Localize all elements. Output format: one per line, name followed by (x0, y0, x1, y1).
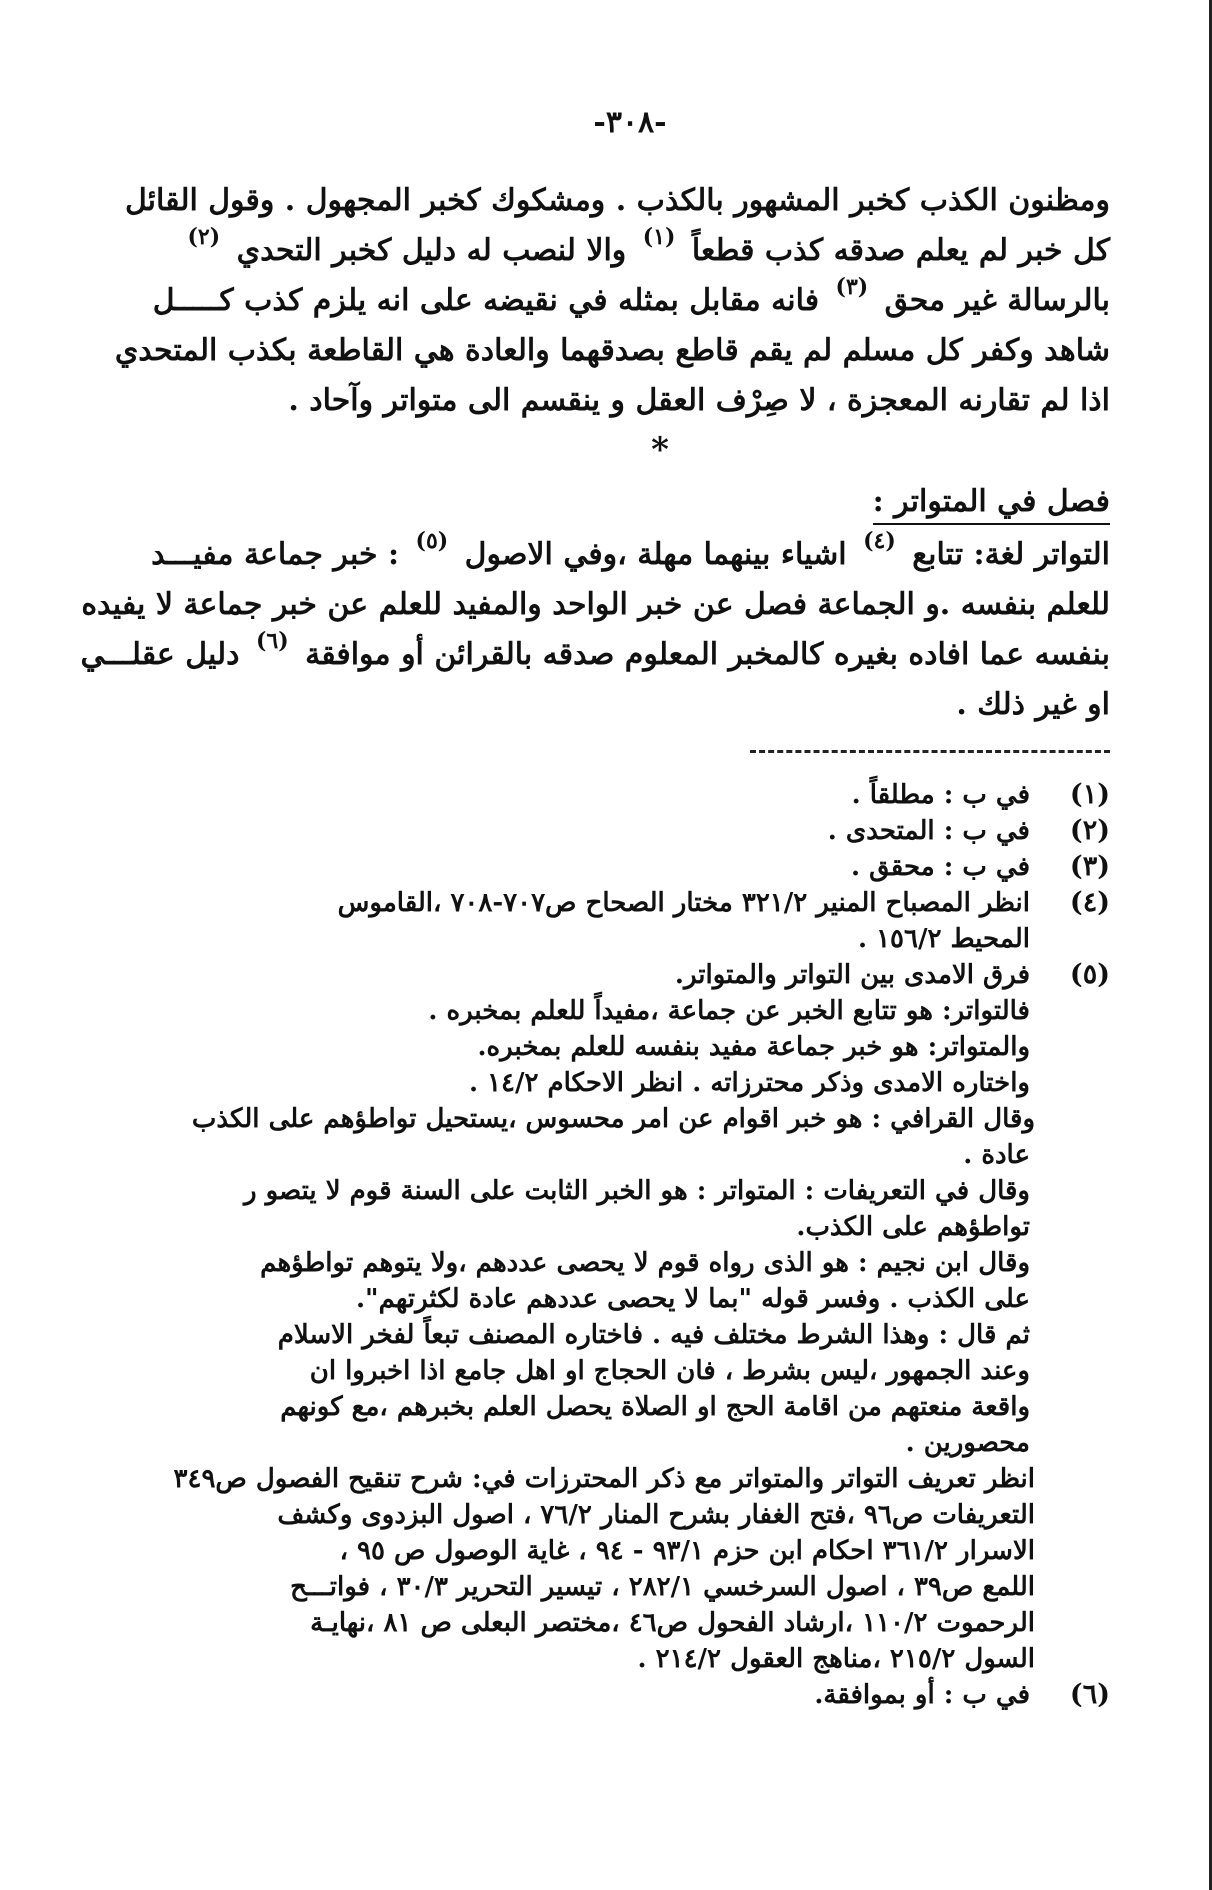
text-segment: فانه مقابل بمثله في نقيضه على انه يلزم كذب كـــــل (152, 283, 820, 318)
paragraph-2 (80, 528, 1110, 730)
footnote-line: السول ٢١٥/٢ ،مناهج العقول ٢١٤/٢ . (637, 1644, 1035, 1674)
text-segment: دليل عقلـــي (80, 637, 240, 672)
page-number: -٣٠٨- (593, 105, 667, 140)
footnote-body (150, 777, 1030, 813)
text-line: اذا لم تقارنه المعجزة ، لا صِرْف العقل و ينقسم الى متواتر وآحاد . (288, 383, 1110, 418)
separator-star: * (651, 430, 669, 470)
text-segment: بالرسالة غير محق (884, 283, 1110, 318)
footnote-number: (٦) (1069, 1679, 1110, 1710)
footnote-number: (٥) (1069, 959, 1110, 990)
footnote-body (150, 849, 1030, 885)
footnote-ref: (٤) (863, 528, 896, 554)
footnote-ref: (١) (642, 224, 676, 250)
footnote-line: اللمع ص٣٩ ، اصول السرخسي ٢٨٢/١ ، تيسير التحرير ٣٠/٣ ، فواتـــح (290, 1572, 1035, 1602)
text-segment: اشياء بينهما مهلة ،وفي الاصول (464, 537, 847, 572)
footnote-line: الاسرار ٣٦١/٢ احكام ابن حزم ٩٣/١ - ٩٤ ، غاية الوصول ص ٩٥ ، (339, 1536, 1035, 1566)
text-line (150, 530, 1110, 580)
text-segment: كل خبر لم يعلم صدقه كذب قطعاً (691, 233, 1110, 268)
book-page (80, 105, 1110, 1713)
footnote-line: وقال القرافي : هو خبر اقوام عن امر محسوس ،يستحيل تواطؤهم على الكذب (191, 1104, 1035, 1134)
footnote-line: انظر المصباح المنير ٣٢١/٢ مختار الصحاح ص٧٠٧-٧٠٨ ،القاموس (337, 888, 1030, 918)
footnote-line: فالتواتر: هو تتابع الخبر عن جماعة ،مفيداً للعلم بمخبره . (428, 996, 1030, 1026)
text-line (150, 226, 1110, 276)
footnote (150, 849, 1110, 885)
text-line: ومظنون الكذب كخبر المشهور بالكذب . ومشكوك كخبر المجهول . وقول القائل (124, 183, 1110, 218)
footnote-line: واقعة منعتهم من اقامة الحج او الصلاة يحصل العلم بخبرهم ،مع كونهم (280, 1392, 1030, 1422)
footnote-line: في ب : المتحدى . (827, 816, 1030, 846)
text-segment: : خبر جماعة مفيـــد (151, 537, 400, 572)
footnote (150, 777, 1110, 813)
footnote-line: الرحموت ١١٠/٢ ،ارشاد الفحول ص٤٦ ،مختصر البعلى ص ٨١ ،نهايـة (310, 1608, 1035, 1638)
footnote (150, 957, 1110, 1677)
footnote-line: فرق الامدى بين التواتر والمتواتر. (674, 960, 1030, 990)
footnote (150, 813, 1110, 849)
footnote-divider (750, 750, 1110, 753)
footnote-line: وقال ابن نجيم : هو الذى رواه قوم لا يحصى عددهم ،ولا يتوهم تواطؤهم (260, 1248, 1030, 1278)
footnote-line: على الكذب . وفسر قوله "بما لا يحصى عددهم عادة لكثرتهم". (355, 1284, 1030, 1314)
text-segment: التواتر لغة: تتابع (912, 537, 1110, 572)
footnote-number: (٢) (1069, 815, 1110, 846)
footnote-line: وقال في التعريفات : المتواتر : هو الخبر الثابت على السنة قوم لا يتصو ر (243, 1176, 1030, 1206)
footnote-body (150, 957, 1035, 1677)
footnote-ref: (٥) (415, 528, 449, 554)
footnote-ref: (٣) (835, 274, 869, 300)
text-line: شاهد وكفر كل مسلم لم يقم قاطع بصدقهما والعادة هي القاطعة بكذب المتحدي (114, 333, 1110, 368)
footnote-line: عادة . (963, 1140, 1030, 1170)
footnote-ref: (٢) (187, 224, 221, 250)
footnote-line: في ب : أو بموافقة. (814, 1680, 1030, 1710)
footnote-number: (٣) (1069, 851, 1110, 882)
text-segment: بنفسه عما افاده بغيره كالمخبر المعلوم صدقه بالقرائن أو موافقة (305, 637, 1110, 672)
footnote-body (150, 813, 1030, 849)
footnote-line: المحيط ١٥٦/٢ . (857, 924, 1030, 954)
section-heading-text: فصل في المتواتر : (873, 484, 1110, 525)
footnote-body (150, 885, 1030, 957)
footnote-line: وعند الجمهور ،ليس بشرط ، فان الحجاج او اهل جامع اذا اخبروا ان (309, 1356, 1030, 1386)
text-line (80, 628, 1110, 680)
footnote-number: (١) (1069, 779, 1110, 810)
footnote-line: ثم قال : وهذا الشرط مختلف فيه . فاختاره المصنف تبعاً لفخر الاسلام (277, 1320, 1030, 1350)
footnote-line: والمتواتر: هو خبر جماعة مفيد بنفسه للعلم بمخبره. (477, 1032, 1030, 1062)
footnote-line: محصورين . (905, 1428, 1030, 1458)
footnotes (150, 777, 1110, 1713)
footnote-line: تواطؤهم على الكذب. (796, 1212, 1030, 1242)
text-line: او غير ذلك . (956, 687, 1110, 722)
text-line (150, 276, 1110, 326)
footnote-number: (٤) (1069, 887, 1110, 918)
footnote-line: التعريفات ص٩٦ ،فتح الغفار بشرح المنار ٧٦/٢ ، اصول البزدوى وكشف (277, 1500, 1035, 1530)
footnote-ref: (٦) (256, 628, 289, 654)
text-segment: والا لنصب له دليل كخبر التحدي (236, 233, 627, 268)
footnote-line: في ب : محقق . (851, 852, 1030, 882)
footnote-line: في ب : مطلقاً . (851, 780, 1030, 810)
footnote (150, 885, 1110, 957)
paragraph-1 (114, 176, 1110, 426)
footnote (150, 1677, 1110, 1713)
section-heading (150, 474, 1110, 530)
footnote-body (150, 1677, 1030, 1713)
footnote-line: واختاره الامدى وذكر محترزاته . انظر الاحكام ١٤/٢ . (468, 1068, 1030, 1098)
text-line: للعلم بنفسه .و الجماعة فصل عن خبر الواحد والمفيد للعلم عن خبر جماعة لا يفيده (81, 587, 1110, 622)
footnote-line: انظر تعريف التواتر والمتواتر مع ذكر المحترزات في: شرح تنقيح الفصول ص٣٤٩ (173, 1464, 1035, 1494)
